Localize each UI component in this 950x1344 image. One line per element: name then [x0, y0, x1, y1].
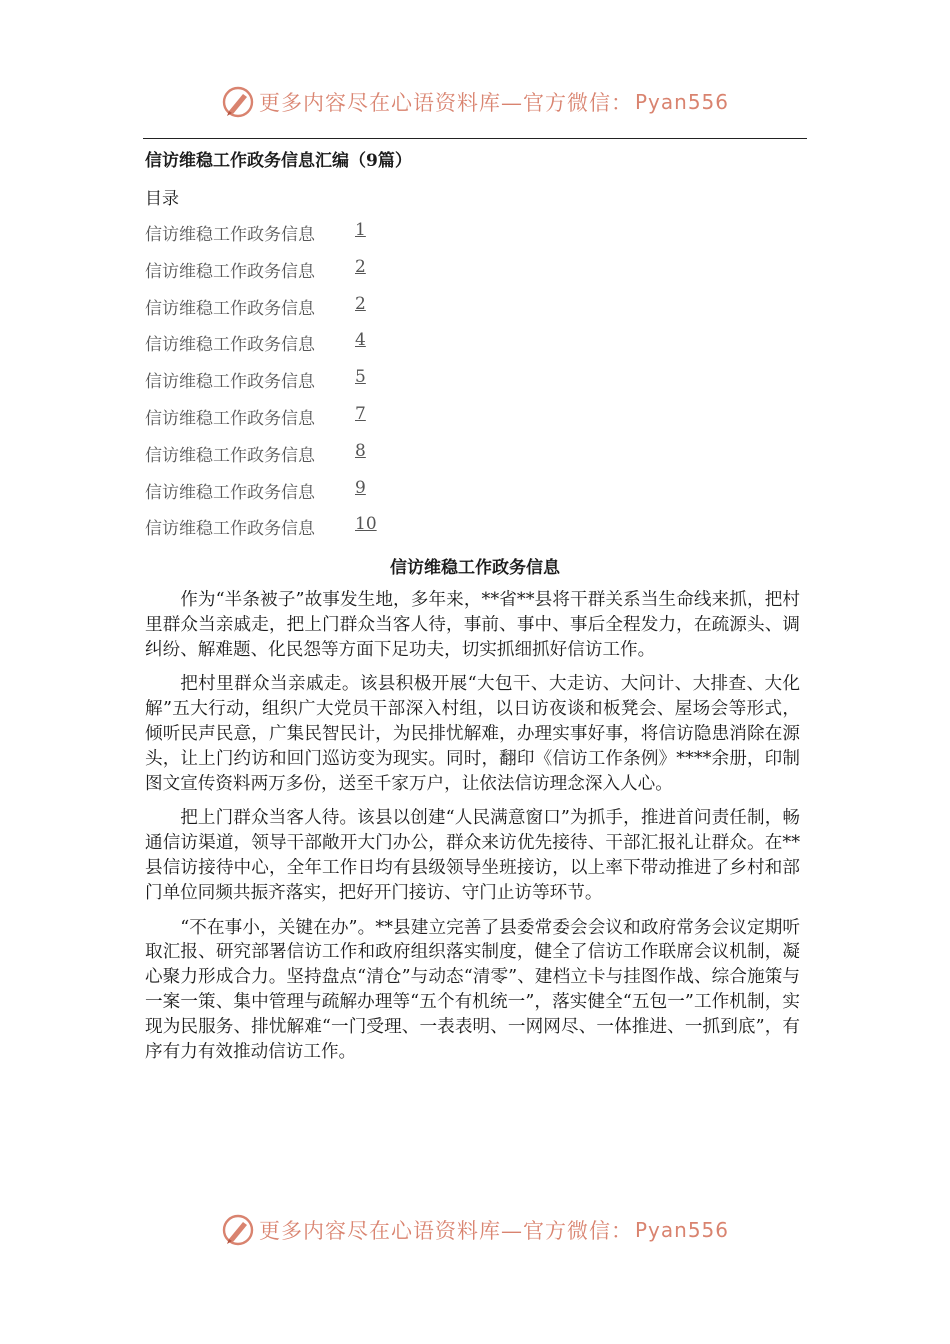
footer-banner: [0, 1210, 950, 1250]
toc-entry-title: 信访维稳工作政务信息: [145, 335, 315, 356]
toc-entry-page-link[interactable]: 7: [355, 403, 366, 424]
toc-entry-page-link[interactable]: 10: [355, 514, 377, 535]
pen-circle-logo-icon: [221, 85, 255, 119]
banner-text: 更多内容尽在心语资料库—官方微信：: [258, 1219, 633, 1243]
toc-entry-title: 信访维稳工作政务信息: [145, 482, 315, 503]
toc-entry[interactable]: [145, 514, 377, 551]
document-title: 信访维稳工作政务信息汇编（9篇）: [145, 151, 412, 171]
paragraph: 把村里群众当亲戚走。该县积极开展“大包干、大走访、大问计、大排查、大化解”五大行动，组织广大党员干部深入村组，以日访夜谈和板凳会、屋场会等形式，倾听民声民意，广集民智民计，为民排忧解难，办理实事好事，将信访隐患消除在源头，让上门约访和回门巡访变为现实。同时，翻印《信访工作条例》****余册，印制图文宣传资料两万多份，送至千家万户，让依法信访理念深入人心。: [145, 674, 800, 794]
banner-text: 更多内容尽在心语资料库—官方微信：: [258, 91, 633, 115]
toc-entry-title: 信访维稳工作政务信息: [145, 445, 315, 466]
toc-entry[interactable]: [145, 257, 377, 294]
toc-entry-title: 信访维稳工作政务信息: [145, 372, 315, 393]
toc-entry-page-link[interactable]: 4: [355, 330, 366, 351]
pen-circle-logo-icon: [221, 1213, 255, 1247]
toc-entry[interactable]: [145, 330, 377, 367]
toc-entry[interactable]: [145, 404, 377, 441]
section-title: 信访维稳工作政务信息: [390, 558, 560, 578]
banner-wechat-id: Pyan556: [634, 1218, 729, 1242]
toc-entry-title: 信访维稳工作政务信息: [145, 519, 315, 540]
toc-entry[interactable]: [145, 367, 377, 404]
toc-entry-page-link[interactable]: 2: [355, 256, 366, 277]
article-body: [145, 588, 800, 1074]
paragraph: “不在事小，关键在办”。**县建立完善了县委常委会会议和政府常务会议定期听取汇报、研究部署信访工作和政府组织落实制度，健全了信访工作联席会议机制，凝心聚力形成合力。坚持盘点“清仓”与动态“清零”、建档立卡与挂图作战、综合施策与一案一策、集中管理与疏解办理等“五个有机统一”，落实健全“五包一”工作机制，实现为民服务、排忧解难“一门受理、一表表明、一网网尽、一体推进、一抓到底”，有序有力有效推动信访工作。: [145, 917, 800, 1062]
header-divider: [143, 138, 807, 139]
table-of-contents: [145, 220, 377, 551]
toc-heading: 目录: [145, 189, 179, 209]
paragraph: 把上门群众当客人待。该县以创建“人民满意窗口”为抓手，推进首问责任制，畅通信访渠道，领导干部敞开大门办公，群众来访优先接待、干部汇报礼让群众。在**县信访接待中心，全年工作日均有县级领导坐班接访，以上率下带动推进了乡村和部门单位同频共振齐落实，把好开门接访、守门止访等环节。: [145, 808, 800, 903]
toc-entry-page-link[interactable]: 9: [355, 477, 366, 498]
toc-entry[interactable]: [145, 294, 377, 331]
toc-entry[interactable]: [145, 220, 377, 257]
toc-entry-page-link[interactable]: 5: [355, 367, 366, 388]
toc-entry-page-link[interactable]: 8: [355, 440, 366, 461]
toc-entry-page-link[interactable]: 2: [355, 293, 366, 314]
toc-entry-title: 信访维稳工作政务信息: [145, 408, 315, 429]
toc-entry-title: 信访维稳工作政务信息: [145, 298, 315, 319]
paragraph: 作为“半条被子”故事发生地，多年来，**省**县将干群关系当生命线来抓，把村里群众当亲戚走，把上门群众当客人待，事前、事中、事后全程发力，在疏源头、调纠纷、解难题、化民怨等方面下足功夫，切实抓细抓好信访工作。: [145, 590, 800, 660]
header-banner: [0, 82, 950, 122]
toc-entry-title: 信访维稳工作政务信息: [145, 261, 315, 282]
toc-entry[interactable]: [145, 478, 377, 515]
toc-entry-page-link[interactable]: 1: [355, 220, 366, 240]
toc-entry[interactable]: [145, 441, 377, 478]
banner-wechat-id: Pyan556: [634, 90, 729, 114]
toc-entry-title: 信访维稳工作政务信息: [145, 225, 315, 245]
